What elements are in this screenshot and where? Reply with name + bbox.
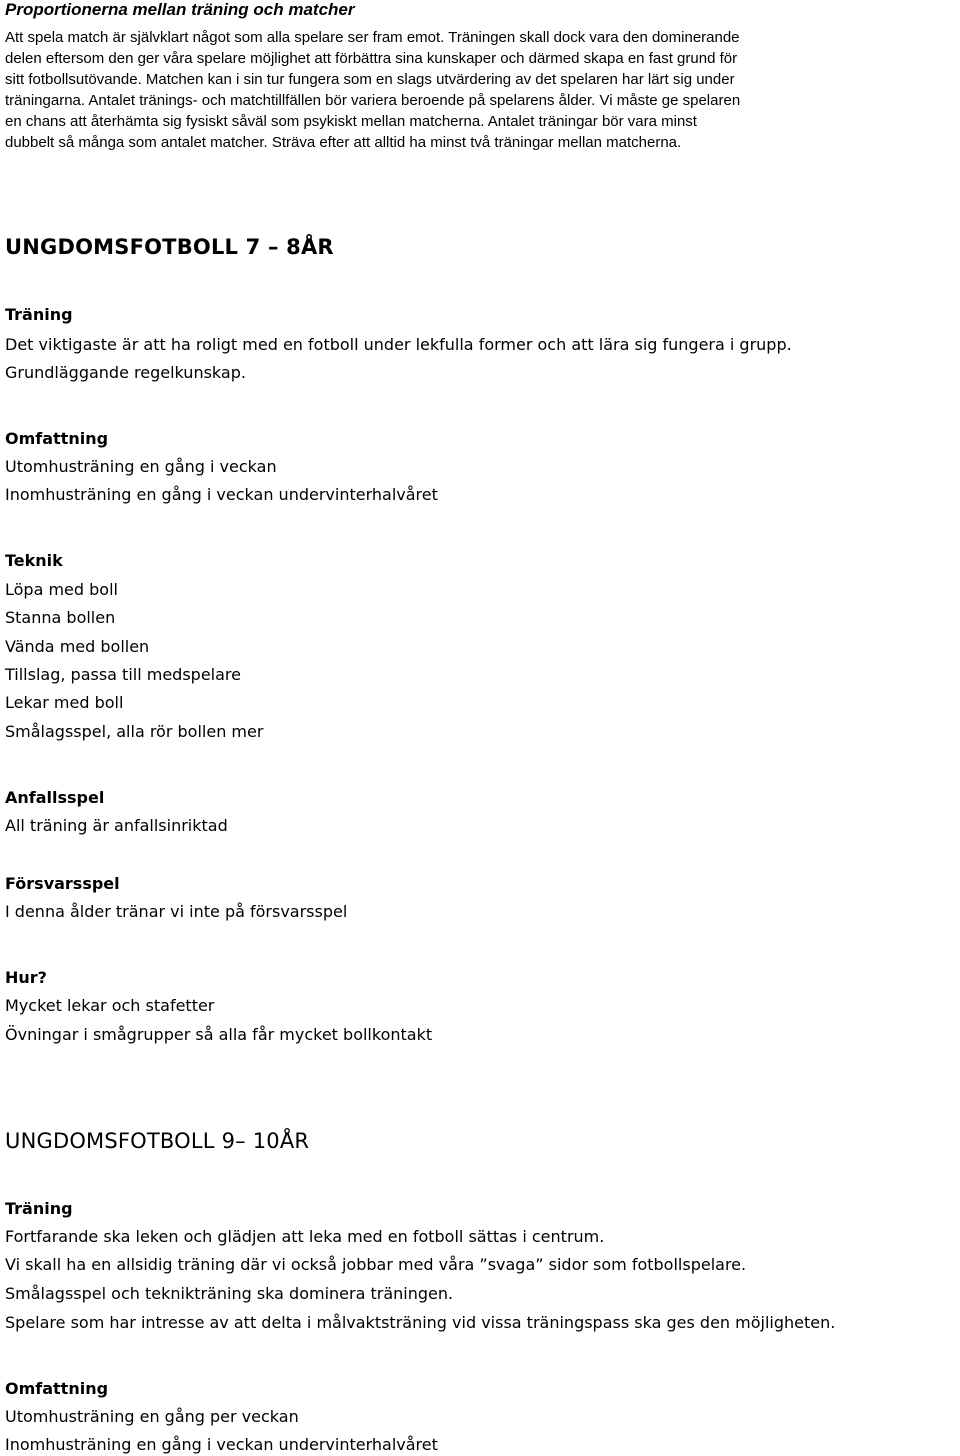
text-line: Lekar med boll: [5, 693, 124, 712]
intro-line: delen eftersom den ger våra spelare möjlighet att förbättra sina kunskaper och därmed skapa en fast grund för: [5, 50, 738, 67]
intro-line: träningarna. Antalet tränings- och matchtillfällen bör variera beroende på spelarens ålder. Vi måste ge spelaren: [5, 92, 741, 109]
intro-line: Att spela match är självklart något som alla spelare ser fram emot. Träningen skall dock vara den dominerande: [5, 29, 740, 46]
text-line: I denna ålder tränar vi inte på försvarsspel: [5, 902, 348, 921]
intro-paragraph: [5, 27, 957, 153]
text-line: Grundläggande regelkunskap.: [5, 363, 246, 382]
text-line: Det viktigaste är att ha roligt med en fotboll under lekfulla former och att lära sig fungera i grupp.: [5, 335, 792, 354]
text-line: Löpa med boll: [5, 580, 118, 599]
heading-omfattning-9-10: Omfattning: [5, 1379, 109, 1398]
text-line: Stanna bollen: [5, 608, 116, 627]
heading-hur-7-8: Hur?: [5, 968, 47, 987]
text-line: All träning är anfallsinriktad: [5, 816, 228, 835]
section-title-7-8: UNGDOMSFOTBOLL 7 – 8ÅR: [5, 235, 334, 259]
heading-traning-9-10: Träning: [5, 1199, 73, 1218]
section-title-9-10: UNGDOMSFOTBOLL 9– 10ÅR: [5, 1129, 310, 1153]
heading-omfattning-7-8: Omfattning: [5, 429, 109, 448]
heading-traning-7-8: Träning: [5, 305, 73, 324]
text-line: Spelare som har intresse av att delta i målvaktsträning vid vissa träningspass ska ges den möjligheten.: [5, 1313, 836, 1332]
text-line: Mycket lekar och stafetter: [5, 996, 215, 1015]
text-line: Vi skall ha en allsidig träning där vi också jobbar med våra ”svaga” sidor som fotbollspelare.: [5, 1255, 747, 1274]
intro-title: Proportionerna mellan träning och matcher: [5, 0, 355, 19]
text-line: Utomhusträning en gång per veckan: [5, 1407, 299, 1426]
text-line: Övningar i smågrupper så alla får mycket bollkontakt: [5, 1025, 433, 1044]
text-line: Smålagsspel, alla rör bollen mer: [5, 722, 264, 741]
text-line: Vända med bollen: [5, 637, 150, 656]
intro-line: en chans att återhämta sig fysiskt såväl som psykiskt mellan matcherna. Antalet träningar bör vara minst: [5, 113, 697, 130]
text-line: Utomhusträning en gång i veckan: [5, 457, 277, 476]
intro-line: dubbelt så många som antalet matcher. Sträva efter att alltid ha minst två träningar mellan matcherna.: [5, 134, 682, 151]
heading-anfallsspel-7-8: Anfallsspel: [5, 788, 105, 807]
heading-teknik-7-8: Teknik: [5, 551, 63, 570]
text-line: Smålagsspel och teknikträning ska dominera träningen.: [5, 1284, 454, 1303]
text-line: Fortfarande ska leken och glädjen att leka med en fotboll sättas i centrum.: [5, 1227, 605, 1246]
text-line: Inomhusträning en gång i veckan undervinterhalvåret: [5, 1435, 438, 1454]
text-line: Inomhusträning en gång i veckan undervinterhalvåret: [5, 485, 438, 504]
intro-line: sitt fotbollsutövande. Matchen kan i sin tur fungera som en slags utvärdering av det spelaren har lärt sig under: [5, 71, 735, 88]
heading-forsvarsspel-7-8: Försvarsspel: [5, 874, 120, 893]
text-line: Tillslag, passa till medspelare: [5, 665, 241, 684]
